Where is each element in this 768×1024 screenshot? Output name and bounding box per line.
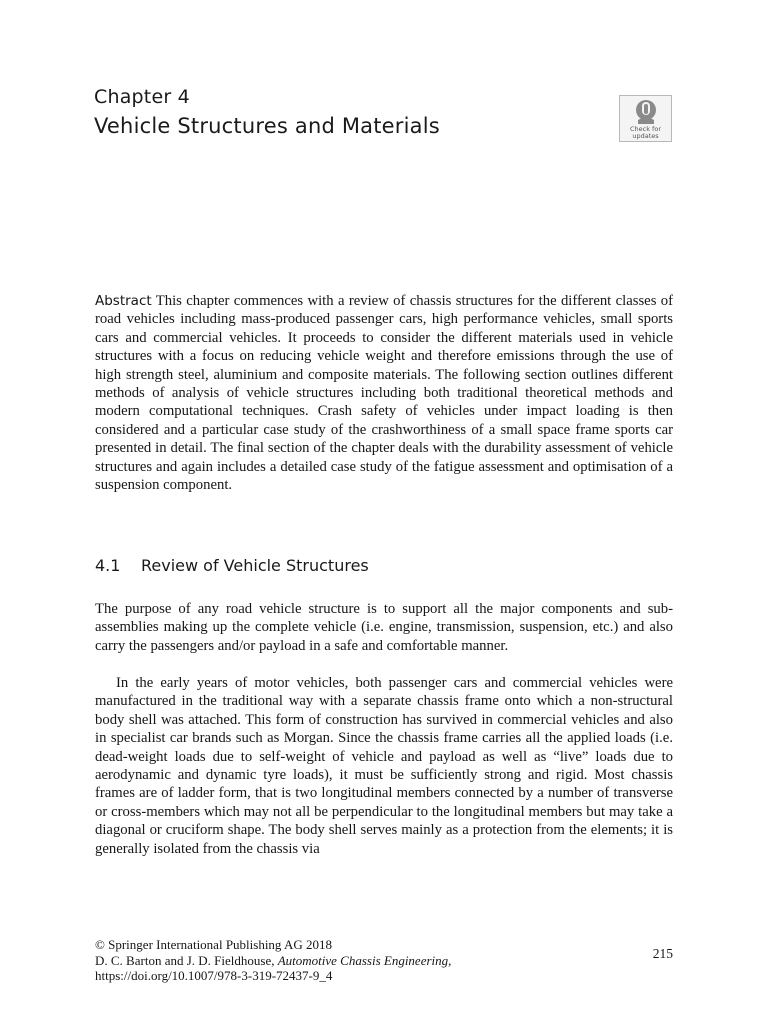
copyright-line: © Springer International Publishing AG 2018 xyxy=(95,937,332,952)
chapter-title: Vehicle Structures and Materials xyxy=(94,114,440,138)
badge-line-1: Check for xyxy=(630,125,661,133)
section-number: 4.1 xyxy=(95,556,121,575)
check-for-updates-badge[interactable] xyxy=(619,95,672,142)
page-number: 215 xyxy=(652,946,673,961)
citation-line xyxy=(95,953,673,969)
doi-link[interactable]: https://doi.org/10.1007/978-3-319-72437-9_4 xyxy=(95,968,333,983)
citation-suffix: , xyxy=(448,952,452,968)
page-footer xyxy=(95,937,673,984)
abstract xyxy=(95,292,673,494)
paragraph: In the early years of motor vehicles, both passenger cars and commercial vehicles were manufactured in the traditional way with a separate chassis frame onto which a non-structural body shell was attached. This form of construction has survived in commercial vehicles and also in specialist car brands such as Morgan. Since the chassis frame carries all the applied loads (i.e. dead-weight loads due to self-weight of vehicle and payload as well as “live” loads due to aerodynamic and dynamic tyre loads), it must be sufficiently strong and rigid. Most chassis frames are of ladder form, that is two longitudinal members connected by a number of transverse or cross-members which may not all be perpendicular to the longitudinal members but may take a diagonal or cruciform shape. The body shell serves mainly as a protection from the elements; it is generally isolated from the chassis via xyxy=(95,675,673,857)
paragraph: The purpose of any road vehicle structure is to support all the major components and sub-assemblies making up the complete vehicle (i.e. engine, transmission, suspension, etc.) and also carry the passengers and/or payload in a safe and comfortable manner. xyxy=(95,601,673,654)
citation-authors: D. C. Barton and J. D. Fieldhouse, xyxy=(95,952,278,968)
citation-book-title: Automotive Chassis Engineering xyxy=(277,952,449,968)
badge-line-2: updates xyxy=(632,132,659,140)
chapter-label: Chapter 4 xyxy=(94,86,190,108)
section-title: Review of Vehicle Structures xyxy=(141,556,369,575)
section-heading xyxy=(95,556,369,575)
abstract-text: This chapter commences with a review of chassis structures for the different classes of road vehicles including mass-produced passenger cars, high performance vehicles, small sports cars and commercial vehicles. It proceeds to consider the different materials used in vehicle structures with a focus on reducing vehicle weight and therefore emissions through the use of high strength steel, aluminium and composite materials. The following section outlines different methods of analysis of vehicle structures including both traditional theoretical methods and modern computational techniques. Crash safety of vehicles under impact loading is then considered and a particular case study of the crashworthiness of a small space frame sports car presented in detail. The final section of the chapter deals with the durability assessment of vehicle structures and again includes a detailed case study of the fatigue assessment and optimisation of a suspension component. xyxy=(95,293,673,494)
abstract-label: Abstract xyxy=(95,293,152,309)
check-for-updates-icon xyxy=(635,99,657,125)
